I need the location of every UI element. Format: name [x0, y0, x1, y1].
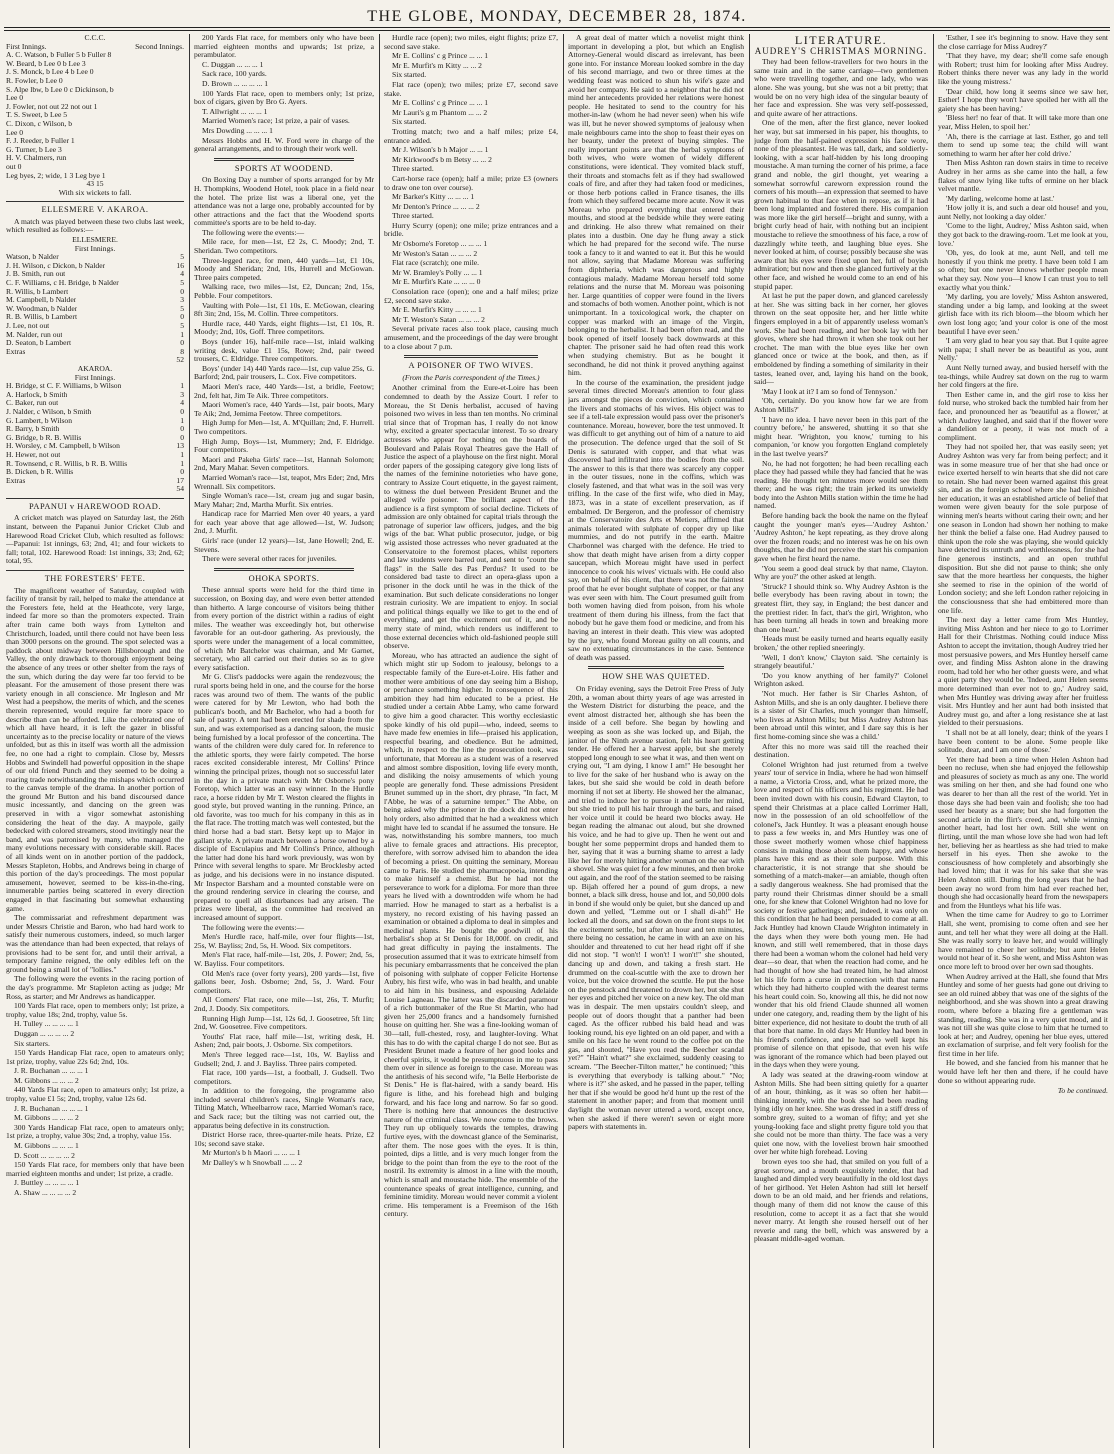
paragraph: He bowed, and she fancied from his manner that he would have left her then and there, if he could have done so without appearing rude.: [938, 1058, 1108, 1085]
batsman: R. Willis, b Lambert: [6, 287, 69, 296]
result-line: T. Allwright ... ... ... 1: [202, 106, 268, 116]
masthead-title: THE GLOBE, MONDAY, DECEMBER 28, 1874.: [367, 8, 747, 25]
batsman: C. Baker, run out: [6, 399, 59, 408]
result-line: Flat race (scratch); one mile.: [392, 258, 480, 268]
result-line: A. Shaw ... ... ... ... 2: [14, 1188, 77, 1197]
score-row: [6, 399, 184, 408]
score-row: [6, 477, 184, 486]
result-line: J. R. Buchanan ... ... ... 1: [14, 1066, 89, 1076]
divider: [6, 201, 184, 202]
paragraph: In addition to the foregoing, the programme also included several children's races, Single Woman's race, Tilting Match, Wheelbarrow race, Married Woman's race, and Sack race; but the tilting was not carried out, the apparatus being defective in its construction.: [194, 1086, 374, 1130]
foresters-heading: THE FORESTERS' FETE.: [44, 574, 146, 584]
column-6: [938, 34, 1108, 1450]
score-row: [6, 442, 184, 451]
runs: 1: [180, 381, 184, 391]
paragraph: Maori Men's race, 440 Yards—1st, a bridle, Feetow; 2nd, felt hat, Jim Te Aik. Three competitors.: [194, 381, 374, 400]
result-line: D. Scott ... ... ... ... 2: [14, 1150, 75, 1160]
score-line: W. Beard, b Lee 0 b Lee 3: [6, 58, 86, 68]
score-row: [6, 313, 184, 322]
ccc-scorecard: [6, 51, 184, 180]
batsman: G. Lambert, b Wilson: [6, 416, 72, 425]
result-line: Mr E. Collins' c g Prince ... ... 1: [392, 51, 489, 61]
result-line: H. Tulley ... ... ... ... 1: [14, 1019, 79, 1029]
result-line: J. Buttley ... ... ... ... 1: [14, 1178, 80, 1188]
score-row: [6, 425, 184, 434]
score-line: Leg byes, 2; wide, 1 3 Leg bye 1: [6, 170, 106, 180]
score-row: [6, 331, 184, 340]
paragraph: Youths' Flat race, half mile—1st, writing desk, H. Ashen; 2nd, pair boots, J. Osborne. Six competitors.: [194, 1031, 374, 1050]
batsman: R. B. Willis, b Lambert: [6, 313, 78, 322]
column-rule: [563, 34, 564, 1448]
score-line: C. Dixon, c Wilson, b: [6, 118, 73, 128]
woodend-body: [194, 176, 374, 564]
score-row: [6, 262, 184, 271]
column-3: [384, 34, 558, 1450]
batsman: H. Hewer, not out: [6, 450, 61, 459]
runs: 0: [180, 286, 184, 296]
result-line: 200 Yards Flat race, for members only who have been married eighteen months and upwards; 1st prize, a perambulator.: [194, 34, 374, 60]
paragraph: 'That they have, my dear; she'll come safe enough with Robert; trust him for looking after Miss Audrey. Robert thinks there never was any lady in the world like the young mistress.': [938, 51, 1108, 86]
paragraph: Mile race, for men—1st, £2 2s, C. Moody; 2nd, T. Sheridan. Two competitors.: [194, 237, 374, 256]
score-row: [6, 434, 184, 443]
result-line: C. Duggan ... ... ... 1: [202, 59, 264, 69]
runs: 5: [180, 303, 184, 313]
masthead-rule: [4, 27, 1110, 28]
result-line: 100 Yards Flat race, open to members only; 1st prize, box of cigars, given by Bro G. Ayers.: [194, 88, 374, 107]
paragraph: Running High Jump—1st, 12s 6d, J. Goosetree, 5ft 1in; 2nd, W. Goosetree. Five competitors.: [194, 1013, 374, 1032]
paragraph: When Audrey arrived at the Hall, she found that Mrs Huntley and some of her guests had gone out driving to see an old ruined abbey that was one of the sights of the neighborhood, and she was shown into a great drawing room, where before a blazing fire a gentleman was standing, reading. She was in a very quiet mood, and it was not till she was quite close to him that he turned to look at her; and Audrey, opening her blue eyes, uttered an exclamation of surprise, and felt very foolish for the first time in her life.: [938, 971, 1108, 1058]
paragraph: The following were the events in the racing portion of the day's programme. Mr Stapleton acting as judge; Mr Ross, as starter; and Mr Andrews as handicapper.: [6, 974, 184, 1001]
foresters-races-cont: [194, 34, 374, 154]
result-line: 300 Yards Handicap Flat race, open to amateurs only; 1st prize, a trophy, value 30s; 2nd, a trophy, value 15s.: [6, 1122, 184, 1141]
score-line: H. V. Chalmers, run: [6, 153, 67, 163]
score-line: J. S. Monck, b Lee 4 b Lee 0: [6, 67, 94, 77]
score-row: [6, 348, 184, 357]
result-line: Six starters.: [14, 1038, 50, 1048]
result-line: Six started.: [392, 117, 427, 127]
ccc-heading: C.C.C.: [84, 34, 106, 42]
result-line: Sack race, 100 yards.: [202, 69, 267, 79]
foresters-body: [6, 587, 184, 1002]
quieted-heading: HOW SHE WAS QUIETED.: [602, 672, 710, 682]
column-rule: [189, 34, 190, 1448]
column-2: [194, 34, 374, 1450]
paragraph: 'Oh, certainly. Do you know how far we are from Ashton Mills?': [754, 396, 928, 414]
batsman: B. Dicken, b R. Willis: [6, 468, 74, 477]
score-row: [6, 417, 184, 426]
paragraph: 'How jolly it is, and such a dear old house! and you, aunt Nelly, not looking a day older.': [938, 203, 1108, 221]
paragraph: There were several other races for juveniles.: [202, 554, 337, 564]
paragraph: The next day a letter came from Mrs Huntley, inviting Miss Ashton and her niece to go to Lorrimer Hall for their Christmas. Nothing could induce Miss Ashton to accept the invitation, though Audrey tried her most persuasive powers, and Mrs Huntley herself came over, and finding Miss Ashton alone in the drawing room, had told her who her other guests were, and what a quiet party they would be. 'Indeed, aunt Helen seems more determined than ever not to go,' Audrey said, when Mrs Huntley was driving away after her fruitless visit. Mrs Huntley and her aunt had both insisted that Audrey must go, and after a long resistance she at last yielded to their persuasions.: [938, 615, 1108, 728]
result-line: Mr Lauri's g m Phantom ... ... 2: [392, 107, 488, 117]
batsman: M. Nalder, run out: [6, 330, 63, 339]
score-row: [6, 391, 184, 400]
paragraph: No, he had not forgotten; he had been recalling each place they had passed while they had fancied that he was reading. He thought ten minutes more would see them there; and he was right; the train jerked its unwieldy body into the Ashton Mills station within the time he had named.: [754, 458, 928, 511]
batsman: D. Seaton, b Lambert: [6, 339, 72, 348]
paragraph: Mr Murton's b h Maori ... ... ... 1: [202, 1148, 301, 1158]
score-row: [6, 451, 184, 460]
result-line: Three started.: [392, 164, 434, 174]
score-row: [6, 296, 184, 305]
paragraph: Maori Women's race, 440 Yards—1st, pair boots, Mary Te Aik; 2nd, Jemima Feetow. Three competitors.: [194, 400, 374, 418]
score-line: R. Fowler, b Lee 0: [6, 75, 63, 85]
paragraph: All Comers' Flat race, one mile—1st, 26s, T. Murfit; 2nd, J. Doody. Six competitors.: [194, 995, 374, 1013]
paragraph: Men's Hurdle race, half-mile, over four flights—1st, 25s, W. Bayliss; 2nd, 5s, H. Wood. Six competitors.: [194, 932, 374, 950]
column-4: [568, 34, 744, 1450]
result-line: Consolation race (open); one and a half miles; prize £2, second save stake.: [384, 287, 558, 305]
batsman: W. Woodman, b Nalder: [6, 304, 78, 313]
result-line: Mr E. Murfit's m Kitty ... ... 2: [392, 60, 482, 70]
paragraph: They had not spoiled her, that was easily seen; yet Audrey Ashton was very far from being perfect; and it was in some measure true of her that she had once or twice exerted herself to win hearts that she did not care to retain. She had never been warned against this great sin, and as the foreign school where she had finished her education, it was an established article of belief that women were given beauty for the sole purpose of winning men's hearts without caring their own; and her one season in London had shown her nothing to make her think the belief a false one. Had Audrey paused to think upon the role she was playing, she would quickly have detected its untruth and worthlessness, for she had fine generous instincts, and an open truthful disposition. But she did not pause to think; she only saw that the more heartless her conquests, the higher she seemed to rise in the opinion of the world of London society; and she left London rather rejoicing in the consciousness that she had embittered more than one life.: [938, 442, 1108, 615]
paragraph: The following were the events:—: [202, 922, 305, 932]
paragraph: Before handing back the book the name on the flyleaf caught the younger man's eyes—'Audrey Ashton.' 'Audrey Ashton,' he kept repeating, as they drove along over the frozen roads; and no interest was he on his own thoughts, that he did not perceive the start his companion gave when he first heard the name.: [754, 511, 928, 564]
score-row: [6, 460, 184, 469]
score-row: [6, 339, 184, 348]
paragraph: Another criminal from the Eure-et-Loire has been condemned to death by the Assize Court. I refer to Moreau, the St Denis herbalist, accused of having poisoned two wives in less than ten months. No criminal trial since that of Tropman has, I really do not know why, excited a greater spectacular interest. To so dreary actresses who appear for nothing on the boards of Boulevard and Palais Royal Theatres gave the Hall of Justice the aspect of a playhouse on the first night. Moral order papers of the gossiping category give long lists of the names of the feminine notorieties who have gone, contrary to Assize Court etiquette, in the gayest raiment, to witness the duel between President Brunet and the alleged wife poisoner. The brilliant aspect of the audience is a first symptom of social decline. Tickets of admission are only obtained for capital trials through the patronage of superior law officers, judges, and the big wigs of the bar. What public prosecutor, judge, or big wig assisted those actresses who never graduated at the Conservatoire to the foremost places, whilst reporters and law students were barred out, and sent to "count the flags" in the Salle des Pas Perdus? It used to be considered bad taste to direct an opera-glass upon a prisoner in the dock until he was in the thick of the examination. But such delicate considerations no longer restrain curiosity. We are impatient to enjoy. In social and political things equally we like to get to the end of everything, and get the excitement out of it, and be merry state of mind, which renders us indifferent to those external decencies which old-fashioned people still observe.: [384, 383, 558, 651]
result-line: Cart-horse race (open); half a mile; prize £3 (owners to draw one ton over course).: [384, 173, 558, 192]
paragraph: Men's Three legged race—1st, 10s, W. Bayliss and Gudsell; 2nd, J. and J. Bayliss. Three pairs competed.: [194, 1049, 374, 1068]
ohoka-races-cont: [384, 34, 558, 351]
result-line: Flat race (open); two miles; prize £7, second save stake.: [384, 79, 558, 98]
paragraph: 'Dear child, how long it seems since we saw her, Esther! I hope they won't have spoiled her with all the gaiety she has been having.': [938, 86, 1108, 113]
result-line: Six started.: [392, 70, 427, 80]
runs: 3: [180, 295, 184, 305]
paragraph: On Friday evening, says the Detroit Free Press of July 20th, a woman about thirty years of age was arrested in the Western District for disturbing the peace, and the event almost distracted her, although she has been the inside of a cell before. She began by howling and weeping as soon as she was locked up, and Bijah, the janitor of the Ninth avenue station, felt his heart getting tender. He offered her a harvest apple, but she merely stopped long enough to see what it was, and then went on crying out, "I am dying, I know I am!" He besought her to live for the sake of her husband who is away on the lakes, but she said she would be cold in death before morning if not set at liberty. He showed her the almanac, and tried to induce her to pursue it and settle her mind, but she tried to pull his hair through the bars, and raised her voice until it could be heard two blocks away. He began reading the almanac out aloud, but she drowned his voice, and he had to give up. Then he went out and bought her some peppermint drops and handed them to her, saying that it was a burning shame to arrest a lady like her for merely hitting another woman on the ear with a shovel. She was quiet for a few minutes, and then broke out again, and the roof of the station seemed to be raising up. Bijah offered her a pound of gum drops, a new bonnet, a black silk dress, house and lot, and 50,000 dols in bond if she would only be quiet, but she danced up and down and yelled, "Lemme out or I shall di-ah!" He locked all the doors, and sat down on the front steps to let the excitement settle, but after an hour and ten minutes, there being no cessation, he came in with an axe on his shoulder and threatened to cut her head right off if she did not stop. "I won't! I won't! I won't!" she shouted, dancing up and down, and taking a fresh start. He drummed on the coal-scuttle with the axe to drown her voice, but the voice drowned the scuttle. He put the hose on the penstock and threatened to drown her, but she shut her eyes and pitched her voice on a new key. The old man was in despair. The men upstairs couldn't sleep, and people out of doors thought that a panther had been caged. As the officer rubbed his bald head and was looking round, his eye lighted on an old paper, and with a smile on his face he went round to the coffee pot on the gas, and shouted, "Have you read the Beecher scandal yet?" "Hain't what?" she exclaimed, suddenly ceasing to scream. "The Beecher-Tilton matter," he continued; "this is everything that everybody is talking about." "No; where is it?" she asked, and he passed in the paper, telling her that if she would be good he'd hunt up the rest of the statement in another paper; and from that moment until daylight the woman never uttered a word, except once, when she asked if there weren't seven or eight more papers with statements in.: [568, 683, 744, 1132]
ccc-total: 43 15: [86, 179, 104, 189]
column-1: [6, 34, 184, 1450]
masthead-rule-thin: [4, 30, 1110, 31]
batsman: H. Bridge, st C. F. Williams, b Wilson: [6, 382, 122, 391]
to-be-continued: To be continued.: [1057, 1086, 1108, 1096]
divider: [404, 355, 538, 358]
woodend-heading: SPORTS AT WOODEND.: [234, 163, 334, 173]
result-line: Messrs Hobbs and H. W. Ford were in charge of the general arrangements, and to through their work well.: [194, 135, 374, 154]
result-line: Hurry Scurry (open); one mile; prize entrances and a bridle.: [384, 220, 558, 239]
batsman: Watson, b Nalder: [6, 253, 59, 262]
paragraph: Married Woman's race—1st, teapot, Mrs Eder; 2nd, Mrs Wrennall. Six competitors.: [194, 472, 374, 491]
result-line: 150 Yards Handicap Flat race, open to amateurs only; 1st prize, trophy, value 22s 6d; 2nd, 10s.: [6, 1048, 184, 1066]
result-line: Mr E. Murfit's Kate ... ... ... 0: [392, 277, 481, 287]
paragraph: 'Come to the light, Audrey,' Miss Ashton said, when they got back to the drawing-room. 'Let me look at you, love.': [938, 221, 1108, 248]
paragraph: These annual sports were held for the third time in succession, on Boxing day, and were even better attended than hitherto. A large concourse of visitors being thither from every portion of the district within a radius of eight miles. The weather was exceedingly hot, but otherwise favorable for an out-door gathering. As previously, the sports were under the management of a local committee, of which Mr Batchelor was chairman, and Mr Garnet, secretary, who all carried out their duties so as to give every satisfaction.: [194, 585, 374, 672]
runs: 0: [180, 424, 184, 434]
runs: 4: [180, 398, 184, 408]
paragraph: The commissariat and refreshment department was under Messrs Christie and Baron, who had hard work to satisfy their numerous customers, indeed, so much larger was the attendance than had been expected, that relays of provisions had to be sent for, and until their arrival, a temporary famine reigned, the only edibles left on the ground being a small lot of "lollies.": [6, 913, 184, 974]
literature-body-cont: [938, 34, 1108, 1085]
paragraph: 'I am very glad to hear you say that. But I quite agree with papa; I shall never be as beautiful as you, aunt Nelly.': [938, 336, 1108, 363]
score-row: [6, 408, 184, 417]
batsman: C. F. Williams, c H. Bridge, b Nalder: [6, 279, 119, 288]
score-row: [6, 305, 184, 314]
runs: 5: [180, 278, 184, 288]
akaroa-innings: First Innings.: [74, 372, 116, 382]
ellesmere-innings: First Innings.: [74, 243, 116, 253]
papanui-text: A cricket match was played on Saturday last, the 26th instant, between the Papanui Junior Cricket Club and Harewood Road Cricket Club, which resulted as follows:—Papanui: 1st innings, 63; 2nd, 41; and four wickets to fall; total, 102. Harewood Road: 1st innings, 33; 2nd, 62; total, 95.: [6, 513, 184, 566]
ellesmere-team: ELLESMERE.: [72, 235, 118, 245]
paragraph: 'Oh, yes, do look at me, aunt Nell, and tell me honestly if you think me pretty. I have been told I am so often; but one never knows whether people mean what they say. Now you—I know I can trust you to tell exactly what you think.': [938, 248, 1108, 292]
paragraph: Then Miss Ashton ran down stairs in time to receive Audrey in her arms as she came into the hall, a few flakes of snow lying like tufts of ermine on her black velvet mantle.: [938, 158, 1108, 194]
result-line: Mr W. Bramley's Polly ... ... 1: [392, 267, 483, 277]
batsman: J. Lee, not out: [6, 322, 50, 330]
paragraph: Walking race, two miles—1st, £2, Duncan; 2nd, 15s, Pebble. Four competitors.: [194, 282, 374, 301]
runs: 8: [180, 346, 184, 356]
paragraph: Hurdle race, 440 Yards, eight flights—1st, £1 10s, R. Moody; 2nd, 10s, Goff. Three competitors.: [194, 318, 374, 337]
masthead: [0, 0, 1114, 26]
paragraph: High Jump for Men—1st, A. M'Quillan; 2nd, F. Hurrell. Two competitors.: [194, 418, 374, 436]
poisoner-subhead: (From the Paris correspondent of the Times.): [402, 372, 540, 382]
score-line: out 0: [6, 161, 22, 171]
column-rule: [749, 34, 750, 1448]
paragraph: Boys (under 16), half-mile race—1st, inlaid walking writing desk, value £1 15s, Rowe; 2nd, pair tweed trousers, C. Eldridge. Three competitors.: [194, 337, 374, 364]
poisoner-body: [384, 384, 558, 1219]
score-row: [6, 322, 184, 331]
ellesmere-total: 52: [176, 355, 184, 365]
result-line: Mr E. Murfit's Kitty ... ... ... 1: [392, 305, 482, 315]
result-line: Mr Osborne's Foretop ... ... ... 1: [392, 239, 488, 249]
literature-story-title: AUDREY'S CHRISTMAS MORNING.: [754, 45, 928, 56]
score-line: S. Alpe lbw, b Lee 0 c Dickinson, b: [6, 84, 114, 94]
result-line: Several private races also took place, causing much amusement, and the proceedings of the day were brought to a close about 7 p.m.: [384, 324, 558, 351]
paragraph: brown eyes too she had, that smiled on you full of a great sorrow, and a mouth exquisitely tender, that had laughed and dimpled very beautifully in the old lost days of her girlhood. Yet Helen Ashton had still let herself down to be an old maid, and her friends and relations, though many of them did not know the cause of this resolution, come to accept it as a fact that she would never marry. At length she roused herself out of her reverie and rang the bell, which was answered by a pleasant middle-aged woman.: [754, 1157, 928, 1244]
paragraph: Colonel Wrighton had just returned from a twelve years' tour of service in India, where he had won himself a name, a Victoria Cross, and, what he prized more, the love and respect of his officers and his regiment. He had been invited down with his cousin, Edward Clayton, to spend their Christmas at a place called Lorrimer Hall, now in the possession of an old schoolfellow of the colonel's, Jack Huntley. It was a pleasant enough house to pass a few weeks in, and Mrs Huntley was one of those sweet motherly women whose chief happiness consists in making those about them happy, and whose plans have this end as their sole purpose. With this characteristic, it is not strange that she should be something of a match-maker—an amiable, though often a sadly dangerous weakness. She had promised that the party round their Christmas dinner should be a small one, for she knew that Colonel Wrighton had no love for society or festive gatherings; and, indeed, it was only on this condition that he had been persuaded to come at all. Jack Huntley had known Claude Wrighton intimately in the days when they were both young men. He had known, and still well remembered, that in those days there had been a woman whom the colonel had held very dear—so dear, that when the reaction had come, and he had thought of how she had treated him, he had almost let his life form a curse in connection with that name which they had hitherto coupled with the dearest terms his heart could coin. So, knowing all this, he did not now wonder that his old friend Claude shunned all women under one category, and, reading them by the light of his bitter experience, did not hesitate to doubt the truth of all that bore that name. In old days Mr Huntley had been in his friend's confidence, and he had so well kept his promise of silence on that episode, that even his wife was ignorant of the romance which had been played out in the days when they were young.: [754, 759, 928, 1070]
paragraph: Boys' (under 14) 440 Yards race—1st, cup value 25s, G. Barford; 2nd, pair trousers, L. Cox. Five competitors.: [194, 363, 374, 382]
paragraph: Old Men's race (over forty years), 200 yards—1st, five gallons beer, Josh. Osborne; 2nd, 5s, J. Ward. Four competitors.: [194, 968, 374, 995]
result-line: M. Gibbons ... ... ... 1: [14, 1141, 79, 1151]
paragraph: A lady was seated at the drawing-room window at Ashton Mills. She had been sitting quietly for a quarter of an hour, thinking, as it was so often her habit—thinking intently, with the book she had been reading lying idly on her knee. She was dressed in a stiff dress of sombre grey, suited to a woman of fifty; and yet she young-looking face and slight pretty figure told you that she could not be more than thirty. The face was a very quiet one now, with the loveliest brown hair smoothed over her white high forehead. Loving: [754, 1070, 928, 1157]
paragraph: On Boxing Day a number of sports arranged for by Mr H. Thompkins, Woodend Hotel, took place in a field near the hotel. The prize list was a liberal one, yet the attendance was not a large one, probably accounted for by other attractions and the fact that the Woodend sports committee's sports are to be held to-day.: [194, 175, 374, 228]
paragraph: In the course of the examination, the president judge several times directed Moreau's attention to four glass jars amongst the pieces de conviction, which contained the livers and stomachs of his wives. His object was to see if a tell-tale expression would pass over the prisoner's countenance. Moreau, however, bore the test unmoved. It was difficult to get anything out of him of a nature to aid the prosecution. The defence urged that the soil of St Denis is saturated with copper, and that what was discovered had infiltrated into the bodies from the soil. The answer to this is that there was scarcely any copper in the outer tissues, none in the coffins, which was closely fastened, and that what was in the soil was very trifling. In the case of the first wife, who died in May, 1873, was in a state of excellent preservation, as if embalmed. Dr Bergeron, and the professor of chemistry at the Conservatoire des Arts et Metiers, affirmed that animals tolerated with sulphate of copper dry up like mummies, and do not putrify in the earth. Maitre Charbonnel was charged with the defence. He tried to show that death might have arisen from a dirty copper saucepan, which Moreau might have used in perfect innocence to cook his wives' victuals with. He could also say, on behalf of his client, that there was not the faintest proof that he ever bought sulphate of copper, or that any was ever seen with him. The Court presumed guilt from both women having died from poison, from his whole treatment of them during his illness, from the fact that nobody but he gave them food or medicine, and from his having an interest in their death. This view was adopted by the jury, who found Moreau guilty on all counts, and saw no extenuating circumstances in the case. Sentence of death was passed.: [568, 377, 744, 662]
score-row: [6, 382, 184, 391]
paragraph: 'Esther, I see it's beginning to snow. Have they sent the close carriage for Miss Audrey?': [938, 34, 1108, 51]
score-row: [6, 288, 184, 297]
paragraph: Men's Flat race, half-mile—1st, 20s, J. Power; 2nd, 5s, W. Bayliss. Four competitors.: [194, 950, 374, 968]
batsman: G. Bridge, b R. B. Willis: [6, 433, 82, 442]
runs: 0: [180, 406, 184, 416]
result-line: Mr Denton's Prince ... ... ... 2: [392, 201, 480, 211]
score-row: [6, 253, 184, 262]
column-rule: [933, 34, 934, 1448]
ccc-first-innings: First Innings.: [6, 42, 47, 51]
batsman: J. H. Wilson, c Dickon, b Nalder: [6, 261, 106, 270]
paragraph: 'I shall not be at all lonely, dear; think of the years I have been content to be alone. Some people like solitude, dear, and I am one of those.': [938, 727, 1108, 755]
runs: 1: [180, 458, 184, 468]
divider: [6, 570, 184, 571]
result-line: Married Women's race; 1st prize, a pair of vases.: [202, 116, 350, 126]
result-line: Mr Barker's Kitty ... ... ... 1: [392, 192, 475, 202]
score-line: A. C. Watson, b Fuller 5 b Fuller 8: [6, 50, 112, 60]
result-line: 440 Yards Flat race, open to amateurs only; 1st prize, a trophy, value £1 5s; 2nd, trophy, value 12s 6d.: [6, 1085, 184, 1104]
quieted-body: [568, 685, 744, 1132]
column-5: [754, 34, 928, 1450]
paragraph: 'Bless her! no fear of that. It will take more than one year, Miss Helen, to spoil her.': [938, 113, 1108, 131]
poisoner-heading: A POISONER OF TWO WIVES.: [408, 361, 534, 371]
result-line: M. Gibbons ... ... ... 2: [14, 1075, 79, 1085]
result-line: M. Gibbons ... ... ... 2: [14, 1113, 79, 1123]
runs: 5: [180, 321, 184, 330]
paragraph: Handicap race for Married Men over 40 years, a yard for each year above that age allowed—1st, W. Judson; 2nd, J. Murfit.: [194, 509, 374, 536]
paragraph: They had been fellow-travellers for two hours in the same train and in the same carriage—two gentlemen who were travelling together, and one lady, who was alone. She was young, but she was not a bit pretty; that would be on no very high idea of the singular beauty of her face and expression. She was very self-possessed, and quite aware of her attractions.: [754, 57, 928, 118]
runs: 0: [180, 312, 184, 322]
runs: 0: [180, 432, 184, 442]
result-line: 150 Yards Flat race, for members only that have been married eighteen months and under; 1st prize, a cradle.: [6, 1160, 184, 1178]
batsman: Extras: [6, 476, 26, 485]
batsman: H. Worsley, c M. Campbell, b Wilson: [6, 442, 120, 451]
paragraph: The magnificent weather of Saturday, coupled with facility of transit by rail, helped to make the attendance at the Foresters fete, held at the Heathcote, very large, indeed far more so than the promoters expected. Train after train came both ways from Lyttelton and Christchurch, loaded, until there could not have been less than 3000 persons on the ground. The spot selected was a paddock about midway between Hillsborough and the Valley, the only drawback to thorough enjoyment being the absence of any trees or other shelter from the rays of the sun, which during the day were far too fervid to be pleasant. For the amusement of those present there was variety enough in all conscience. Mr Ingleson and Mr West had a peepshow, the merits of which, and the scenes therein represented, would require far more space to describe than can be afforded. Like the celebrated one of which all have heard, it is left the gazer in blissful uncertainty as to the precise locality or nature of the views unfolded, but as this in itself was worth all the admission fee, no one had a right to complain. Close by, Messrs Hobbs and Swindell had powerful opposition in the shape of our old friend Punch and they seemed to be doing a roaring trade notwithstanding the mishaps which occurred to the canvas temple of the drama. In another portion of the ground Mr Button and his band discoursed dance music incessantly, and dancing on the green was preserved in with a vigor somewhat astonishing considering the heat of the day. A maypole, gaily bedecked with colored streamers, stood invitingly near the band, and was patronised by many, who managed the many evolutions necessary with considerable skill. Races of all kinds went on in another portion of the paddock, Messrs Stapleton, Hobbs, and Andrews being in charge of this portion of the day's proceedings. The most popular amusement, however, seemed to be kiss-in-the-ring, innumerable parties being scattered in every direction engaged in that fascinating but somewhat exhausting game.: [6, 585, 184, 913]
score-row: [6, 270, 184, 279]
result-line: Three started.: [392, 211, 434, 221]
score-line: F. J. Reeder, b Fuller 1: [6, 136, 75, 146]
ellesmere-heading: ELLESMERE V. AKAROA.: [41, 205, 149, 215]
ellesmere-intro: A match was played between these two clubs last week, which resulted as follows:—: [6, 216, 184, 235]
runs: 1: [180, 449, 184, 459]
result-line: Mr J. Wilson's b h Major ... ... 1: [392, 145, 489, 155]
result-line: Hurdle race (open); two miles, eight flights; prize £7, second save stake.: [384, 34, 558, 51]
runs: 5: [180, 252, 184, 262]
runs: 0: [180, 338, 184, 348]
result-line: 100 Yards Flat race, open to members only; 1st prize, a trophy, value 18s; 2nd, trophy, value 5s.: [6, 1001, 184, 1019]
batsman: J. Nalder, c Wilson, b Smith: [6, 407, 92, 416]
papanui-heading: PAPANUI v HAREWOOD ROAD.: [29, 501, 161, 511]
paragraph: Then Esther came in, and the girl rose to kiss her fold nurse, who stroked back the tumbled hair from her face, and pronounced her as 'beautiful as a flower,' at which Audrey laughed, and said that if the flower were a dandelion or a peony, it was not much of a compliment.: [938, 389, 1108, 442]
score-line: J. Fowler, not out 22 not out 1: [6, 101, 98, 111]
result-line: Mr Kirkwood's b m Betsy ... ... 2: [392, 154, 492, 164]
paragraph: 'My darling, you are lovely,' Miss Ashton answered, standing under a big lamp, and looking at the sweet girlish face with its rich bloom—the bloom which her own lost long ago; 'and your color is one of the most beautiful I have ever seen.': [938, 292, 1108, 336]
paragraph: The following were the events:—: [202, 227, 305, 237]
score-line: T. S. Sweet, b Lee 5: [6, 110, 68, 120]
paragraph: One of the men, after the first glance, never looked her way, but sat immersed in his paper, his thoughts, to judge from the half-pained expression his face wore, none of the pleasantest. He was tall, dark, and soldierly-looking, with a scar half-hidden by his long drooping moustache. A man turning the corner of his prime, a face grand and noble, the girl thought, yet wearing a somewhat sorrowful careworn expression round the corners of his mouth—an expression that seemed to have grown habitual to that face when in repose, as if it had been long implanted and fostered there. His companion was more like the girl herself—bright and sunny, with a bright curly head of hair, with nothing but an incipient moustache to relieve the smoothness of his face, a row of dazzlingly white teeth, and laughing blue eyes. She never looked at him, of course; possibly because she was aware that his eyes were fixed upon her, full of boyish admiration; but now and then she glanced furtively at the other face, and wished he would come to an end of his stupid paper.: [754, 118, 928, 291]
paragraph: 'Struck? I should think so. Why Audrey Ashton is the belle everybody has been raving about in town; the greatest flirt, they say, in England; the best dancer and the prettiest rider. In fact, that's the girl, Wrighton, who has been turning all heads in town and breaking more than one heart.': [754, 581, 928, 634]
paragraph: 'I have no idea. I have never been in this part of the country before,' he answered, shutting it so that she might hear. 'Wrighton, you know,' turning to his companion, 'or know you forgotten England completely in the last twelve years?': [754, 414, 928, 458]
paragraph: Girls' race (under 12 years)—1st, Jane Howell; 2nd, E. Stevens.: [194, 536, 374, 554]
column-rule: [379, 34, 380, 1448]
result-line: Duggan ... ... ... ... 2: [14, 1028, 75, 1038]
paragraph: Aunt Nelly turned away, and busied herself with the tea-things, while Audrey sat down on the rug to warm her cold fingers at the fire.: [938, 362, 1108, 390]
batsman: R. Barry, b Smith: [6, 425, 60, 434]
ohoka-body: [194, 586, 374, 1167]
runs: 16: [176, 260, 184, 270]
paragraph: 'Not much. Her father is Sir Charles Ashton, of Ashton Mills, and she is an only daughter. I believe there is a sister of Sir Charles, much younger than himself, who lives at Ashton Mills; but Miss Audrey Ashton has been abroad until this winter, and I dare say this is her first home-coming since she was a child.': [754, 688, 928, 741]
paragraph: Three-legged race, for men, 440 yards—1st, £1 10s, Moody and Sheridan; 2nd, 10s, Hurrell and McGowan. Three pairs competed.: [194, 255, 374, 282]
literature-body: [754, 58, 928, 1244]
paragraph: After this no more was said till the reached their destination.: [754, 741, 928, 760]
runs: 17: [176, 475, 184, 485]
ccc-note: With six wickets to fall.: [58, 187, 132, 197]
ccc-second-innings: Second Innings.: [135, 41, 184, 51]
paragraph: 'Ah, there is the carriage at last. Esther, go and tell them to send up some tea; the child will want something to warm her after her cold drive.': [938, 131, 1108, 158]
result-line: J. R. Buchanan ... ... ... 1: [14, 1103, 89, 1113]
ohoka-heading: OHOKA SPORTS.: [248, 573, 320, 583]
batsman: M. Campbell, b Nalder: [6, 296, 77, 305]
batsman: R. Townsend, c R. Willis, b R. B. Willis: [6, 459, 128, 468]
score-row: [6, 468, 184, 477]
score-line: Lee 0: [6, 93, 24, 103]
runs: 3: [180, 389, 184, 399]
paragraph: Vaulting with Pole—1st, £1 10s, E. McGowan, clearing 8ft 3in; 2nd, 15s, M. Collin. Three competitors.: [194, 300, 374, 319]
paragraph: 'May I look at it? I am so fond of Tennyson.': [762, 386, 897, 396]
foresters-races: [6, 1002, 184, 1197]
result-line: Trotting match; two and a half miles; prize £4, entrance added.: [384, 126, 558, 145]
runs: 0: [180, 467, 184, 477]
akaroa-team: AKAROA.: [77, 363, 113, 373]
paragraph: 'Well, I don't know,' Clayton said. 'She certainly is strangely beautiful.': [754, 652, 928, 671]
akaroa-total: 54: [176, 484, 184, 494]
result-line: Mrs Dowding ... ... ... 1: [202, 125, 273, 135]
paragraph: 'You seem a good deal struck by that name, Clayton. Why are you?' the other asked at length.: [754, 563, 928, 582]
literature-heading: LITERATURE.: [794, 34, 888, 47]
score-row: [6, 279, 184, 288]
paragraph: A great deal of matter which a novelist might think important in developing a plot, but which an English Attorney-General would discard as irrelevant, has been gone into. For instance Moreau looked sombre in the day of his second marriage, and two or three times at the wedding feast was noticed to shun his wife's gaze and avoid her company. He said to a neighbor that he did not mind her antecedents provided her relations were honest people. He hesitated to send to the country for his mother-in-law (whom he had never seen) when his wife was ill, but he never showed symptoms of jealousy when male neighbours came into the shop to feast their eyes on her beauty, under the pretext of buying simples. The really important points are that the herbal symptoms of both wives, who were women of widely different constitutions, were identical. They vomited black stuff, their throats and stomachs felt as if they had swallowed coals of fire, and after they had taken food or medicines, or those herb potions called in France tisanes, the ills from which they suffered became more acute. Now it was Moreau who prepared everything that entered their mouths, and stood at the bedside while they were eating and drinking. He also threw what remained on their plates into a dustbin. One day he flung away a stick which he had prepared for the second wife. The nurse took a fancy to it and wanted to eat it. But this he would not allow, saying that Madame Moreau was suffering from diphtheria, which was dangerous and highly contagious malady. Madame Moreau herself told some relations and the nurse that M. Moreau was poisoning her. Large quantities of copper were found in the livers and stomachs of both women. Another point, which is not unimportant. In a toxicological work, the chapter on copper was marked with an image of the Virgin, belonging to the herbalist. It had been often read, and the book opened of itself loosely back downwards at this chapter. The prisoner said he had often read this work when studying chemistry. But as he bought it secondhand, he did not think it proved anything against him.: [568, 34, 744, 378]
runs: 1: [180, 415, 184, 425]
paragraph: When the time came for Audrey to go to Lorrimer Hall, she went, promising to come often and see her aunt, and tell her what they were all doing at the Hall. She was really sorry to leave her, and would willingly have remained to cheer her solitude; but aunt Helen would not hear of it. So she went, and Miss Ashton was once more left to brood over her own sad thoughts.: [938, 910, 1108, 971]
score-line: Lee 0: [6, 127, 24, 137]
runs: 13: [176, 441, 184, 451]
divider: [214, 568, 354, 571]
divider: [588, 666, 724, 669]
batsman: A. Harlock, b Smith: [6, 390, 68, 399]
paragraph: Yet there had been a time when Helen Ashton had been no recluse, when she had enjoyed the fellowship and pleasures of society as much as any one. The world was smiling on her then, and she had found one who was dearer to her than all the rest of the world. Yet in those days she had been vain and foolish; she too had used her beauty as a snare; but she had forgotten the second article in the flirt's creed, and, while winning another heart, had lost her own. Still she went on flirting, until the man whose love she had won had left her, believing her as heartless as she had tried to make herself in his eyes. Then she awoke to the consciousness of how completely and absorbingly she had loved him; that it was for his sake that she was Helen Ashton still. During the long years that he had been away no word from him had ever reached her, though she had occasionally heard from the newspapers and from the Huntleys what his life was.: [938, 754, 1108, 910]
divider: [214, 158, 354, 161]
paragraph: High Jump, Boys—1st, Mummery; 2nd, F. Eldridge. Four competitors.: [194, 436, 374, 455]
batsman: Extras: [6, 347, 26, 356]
paragraph: Maori and Pakeha Girls' race—1st, Hannah Solomon; 2nd, Mary Mahar. Seven competitors.: [194, 454, 374, 473]
paragraph: District Horse race, three-quarter-mile heats. Prize, £2 10s; second save stake.: [194, 1130, 374, 1148]
runs: 1: [180, 329, 184, 339]
batsman: J. B. Smith, run out: [6, 270, 66, 279]
paragraph: Flat race, 100 yards—1st, a football, J. Gudsell. Two competitors.: [194, 1068, 374, 1086]
score-line: G. Turner, b Lee 3: [6, 144, 62, 154]
runs: 4: [180, 269, 184, 279]
result-line: Mr Weston's Satan ... ... ... 2: [392, 248, 478, 258]
result-line: Mr T. Weston's Satan ... ... ... 2: [392, 314, 485, 324]
akaroa-scorecard: [6, 382, 184, 485]
result-line: D. Brown ... ... ... ... 1: [202, 78, 269, 88]
paragraph: Mr G. Clist's paddocks were again the rendezvous; the rural sports being held in one, and the course for the horse races was around two of them. The wants of the public were catered for by Mr Lewton, who had both the publican's booth, and Mr Bachelor, who had a booth for sale of pastry. A tent had been erected for shade from the sun, and was extemporised as a dancing saloon, the music being furnished by a local professor of the concertina. The wants of the children were duly cared for. In reference to the athletic sports, they were fairly competed. The horse races excited considerable interest, Mr Collins' Prince winning the principal prizes, though not so successful later in the day in a private match with Mr Osborne's pony Foretop, which latter was an easy winner. In the Hurdle race, a horse ridden by Mr T. Weston cleared the flights in good style, but proved wanting in the running. Prince, an old favorite, was too much for his company in this as in the flat race. The trotting match was well contested, but the third horse had a bad start. Betsy kept up to Major in gallant style. A private match between a horse owned by a disciple of Esculapius and Mr Collins's Prince, although the latter had done his hard work previously, was won by Prince with several lengths to spare. Mr Brocklesby acted as judge, and his decisions were in no instance disputed. Mr Inspector Barsham and a mounted constable were on the ground rendering service in clearing the course, and prepared to quell all disturbances had any arisen. The prizes were liberal, as the committee had received an increased amount of support.: [194, 672, 374, 922]
paragraph: 'My darling, welcome home at last.': [946, 193, 1055, 203]
paragraph: Moreau, who has attracted an audience the sight of which might stir up Sodom to jealousy, belongs to a respectable family of the Eure-et-Loire. His father and mother were ambitious of one day seeing him a Bishop, or perchance something higher. In consequence of this ambition they had him educated to be a priest. He studied under a certain Abbe Lamy, who came forward to give him a good character. This worthy ecclesiastic spoke kindly of his old pupil—who, indeed, seems to have made few enemies in life—praised his application, respectful bearing, and obedience. But he admitted, which, in respect to the line the prosecution took, was unfortunate, that Moreau as a student was of a reserved and almost sombre disposition, loving life every month, and disliking the noisy amusements of which young people are generally fond. These admissions President Brunet summed up in the short, dry phrase, "In fact, M l'Abbe, he was of a saturnine temper." The Abbe, on being asked why the prisoner in the dock did not enter holy orders, also admitted that he had a weakness which might have led to scandal if he assumed the tonsure. He was, notwithstanding his sombre manners, too much alive to female graces and attractions. His preceptor, therefore, with sorrow advised him to abandon the idea of becoming a priest. On quitting the seminary, Moreau came to Paris. He studied the pharmacopoeia, intending to make himself a chemist. But he had not the perseverance to work for a diploma. For more than three years he lived with a downtrodden wife whom he had married. How he managed to start as a herbalist is a mystery, no record existing of his having passed an examination or obtained a diploma to deal in simples and medicinal plants. He bought the goodwill of his herbalist's shop at St Denis for 18,000f. on credit, and had great difficulty in paying the instalments. The prosecution assumed that it was to extricate himself from his pecuniary embarrassments that he conceived the plan of poisoning with sulphate of copper Felicite Hortense Aubry, his first wife, who was in bad health, and unable to aid him in his business, and espousing Adelaide Louise Lagneau. The latter was the discarded paramour of a rich buttonmaker of the Rue St Martin, who had given her 25,000 francs and a handsomely furnished house on quitting her. She was a fine-looking woman of 30—tall, full-chested, rosy, and laughter-loving. What this has to do with the capital charge I do not see. But as President Brunet made a feature of her good looks and cheerful spirits, it would be presumptuous in me to pass them over in silence as foreign to the case. Moreau was the antithesis of his second wife, "la Belle Herboriste de St Denis." He is flat-haired, with a sandy beard. His figure is lithe, and his forehead high and bulging forward, and his face long and narrow. So far so good. There is nothing here that announces the destructive nature of the criminal class. We now come to the brows. They run up obliquely towards the temples, drawing furtive eyes, with the downcast glance of the Seminarist, after them. The nose goes with the eyes. It is thin, pointed, dips a little, and is very much longer from the bridge to the point than from the eye to the root of the nostril. Its extremity is almost in a line with the mouth, which is small and moustache hide. The ensemble of the countenance speaks of great intelligence, cunning, and feminine timidity. Moreau would never commit a violent crime. His temperament is a Freemison of the 16th century.: [384, 650, 558, 1219]
paragraph: Mr Dalley's w h Snowball ... ... 2: [202, 1158, 303, 1168]
result-line: Mr E. Collins' c g Prince ... ... 1: [392, 98, 489, 108]
paragraph: Single Woman's race—1st, cream jug and sugar basin, Mary Mahar; 2nd, Martha Murfit. Six entries.: [194, 491, 374, 509]
divider: [6, 498, 184, 499]
paragraph: At last he put the paper down, and glanced carelessly at her. She was sitting back in her corner, her gloves thrown on the seat opposite her, and her little white fingers employed in a bit of apparently useless woman's work. She had been reading, and her book lay with her gloves, where she had thrown it when she took out her crochet. The man with the blue eyes like her own glanced once or twice at the book, and then, as if emboldened by finding a something of similarity in their tastes, leaned over, and, laying his hand on the book, said—: [754, 291, 928, 387]
paragraph: 'Do you know anything of her family?' Colonel Wrighton asked.: [754, 670, 928, 689]
poisoner-body-cont: [568, 34, 744, 662]
ellesmere-scorecard: [6, 253, 184, 356]
paragraph: 'Heads must be easily turned and hearts equally easily broken,' the other replied sneeringly.: [754, 634, 928, 652]
